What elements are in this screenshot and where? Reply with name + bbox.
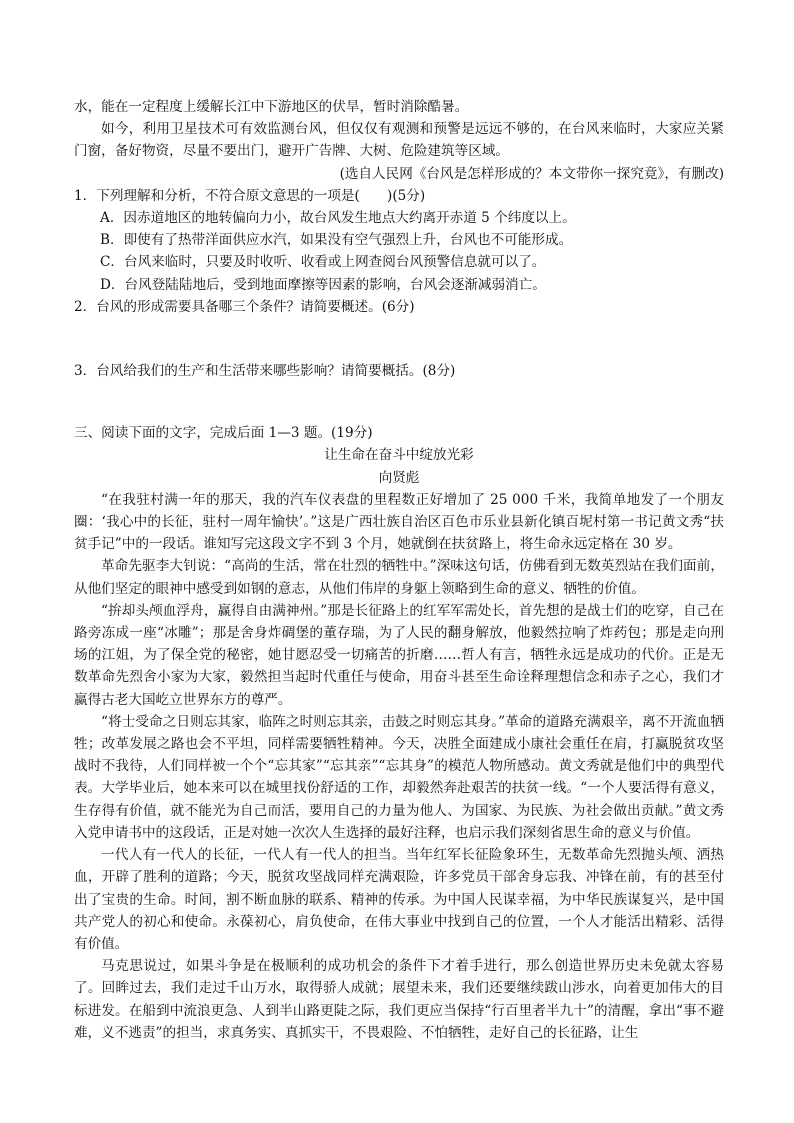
question-3: 3．台风给我们的生产和生活带来哪些影响？请简要概括。(8分) (74, 363, 456, 380)
answer-space-2 (74, 318, 724, 360)
article-title: 让生命在奋斗中绽放光彩 (324, 447, 474, 464)
page-content (74, 96, 724, 1044)
question-2: 2．台风的形成需要具备哪三个条件？请简要概述。(6分) (74, 298, 415, 315)
question-1-option-b: B．即使有了热带洋面供应水汽，如果没有空气强烈上升，台风也不可能形成。 (100, 232, 573, 249)
article-paragraph: 一代人有一代人的长征，一代人有一代人的担当。当年红军长征险象环生，无数革命先烈抛头颅、洒热血，开辟了胜利的道路；今天，脱贫攻坚战同样充满艰险，许多党员干部舍身忘我、冲锋在前，有的甚至付出了宝贵的生命。时间，割不断血脉的联系、精神的传承。为中国人民谋幸福，为中华民族谋复兴，是中国共产党人的初心和使命。永葆初心，肩负使命，在伟大事业中找到自己的位置，一个人才能活出精彩、活得有价值。 (74, 847, 724, 952)
article-paragraph: “在我驻村满一年的那天，我的汽车仪表盘的里程数正好增加了 25 000 千米，我简单地发了一个朋友圈：‘我心中的长征，驻村一周年愉快’。”这是广西壮族自治区百色市乐业县新化镇百坭村第一书记黄文秀“扶贫手记”中的一段话。谁知写完这段文字不到 3 个月，她就倒在扶贫路上，将生命永远定格在 30 岁。 (74, 491, 724, 553)
article-paragraph: “拚却头颅血浮舟，赢得自由满神州。”那是长征路上的红军军需处长，首先想的是战士们的吃穿，自己在路旁冻成一座“冰雕”；那是舍身炸碉堡的董存瑞，为了人民的翻身解放，他毅然拉响了炸药包；那是走向刑场的江姐，为了保全党的秘密，她甘愿忍受一切痛苦的折磨……哲人有言，牺牲永远是成功的代价。正是无数革命先烈舍小家为大家，毅然担当起时代重任与使命，用奋斗甚至生命诠释理想信念和赤子之心，我们才赢得古老大国屹立世界东方的尊严。 (74, 602, 724, 708)
article-author: 向贤彪 (378, 469, 420, 486)
section-3-heading: 三、阅读下面的文字，完成后面 1—3 题。(19分) (74, 425, 373, 442)
answer-space-3 (74, 382, 724, 422)
article-paragraph: 马克思说过，如果斗争是在极顺利的成功机会的条件下才着手进行，那么创造世界历史未免就太容易了。回眸过去，我们走过千山万水，取得骄人成就；展望未来，我们还要继续跋山涉水，向着更加伟大的目标进发。在船到中流浪更急、人到半山路更陡之际，我们更应当保持“行百里者半九十”的清醒，拿出“事不避难，义不逃责”的担当，求真务实、真抓实干，不畏艰险、不怕牺牲，走好自己的长征路，让生 (74, 958, 724, 1041)
question-1: 1．下列理解和分析，不符合原文意思的一项是( )(5分) (74, 187, 426, 204)
question-1-option-d: D．台风登陆陆地后，受到地面摩擦等因素的影响，台风会逐渐减弱消亡。 (100, 276, 546, 293)
intro-paragraph-2: 如今，利用卫星技术可有效监测台风，但仅仅有观测和预警是远远不够的，在台风来临时，大家应关紧门窗，备好物资，尽量不要出门，避开广告牌、大树、危险建筑等区域。 (74, 121, 724, 160)
article-paragraph: 革命先驱李大钊说：“高尚的生活，常在壮烈的牺牲中。”深味这句话，仿佛看到无数英烈站在我们面前，从他们坚定的眼神中感受到如钢的意志，从他们伟岸的身躯上领略到生命的意义、牺牲的价值。 (74, 558, 724, 597)
source-citation: (选自人民网《台风是怎样形成的？本文带你一探究竟》，有删改) (339, 165, 724, 182)
question-1-option-c: C．台风来临时，只要及时收听、收看或上网查阅台风预警信息就可以了。 (100, 254, 546, 271)
intro-paragraph-1: 水，能在一定程度上缓解长江中下游地区的伏旱，暂时消除酷暑。 (74, 99, 469, 115)
article-paragraph: “将士受命之日则忘其家，临阵之时则忘其亲，击鼓之时则忘其身。”革命的道路充满艰辛，离不开流血牺牲；改革发展之路也会不平坦，同样需要牺牲精神。今天，决胜全面建成小康社会重任在肩，打赢脱贫攻坚战时不我待，人们同样被一个个“忘其家”“忘其亲”“忘其身”的模范人物所感动。黄文秀就是他们中的典型代表。大学毕业后，她本来可以在城里找份舒适的工作，却毅然奔赴艰苦的扶贫一线。“一个人要活得有意义，生存得有价值，就不能光为自己而活，要用自己的力量为他人、为国家、为民族、为社会做出贡献。”黄文秀入党申请书中的这段话，正是对她一次次人生选择的最好注释，也启示我们深刻省思生命的意义与价值。 (74, 713, 724, 841)
question-1-option-a: A．因赤道地区的地转偏向力小，故台风发生地点大约离开赤道 5 个纬度以上。 (100, 210, 576, 227)
